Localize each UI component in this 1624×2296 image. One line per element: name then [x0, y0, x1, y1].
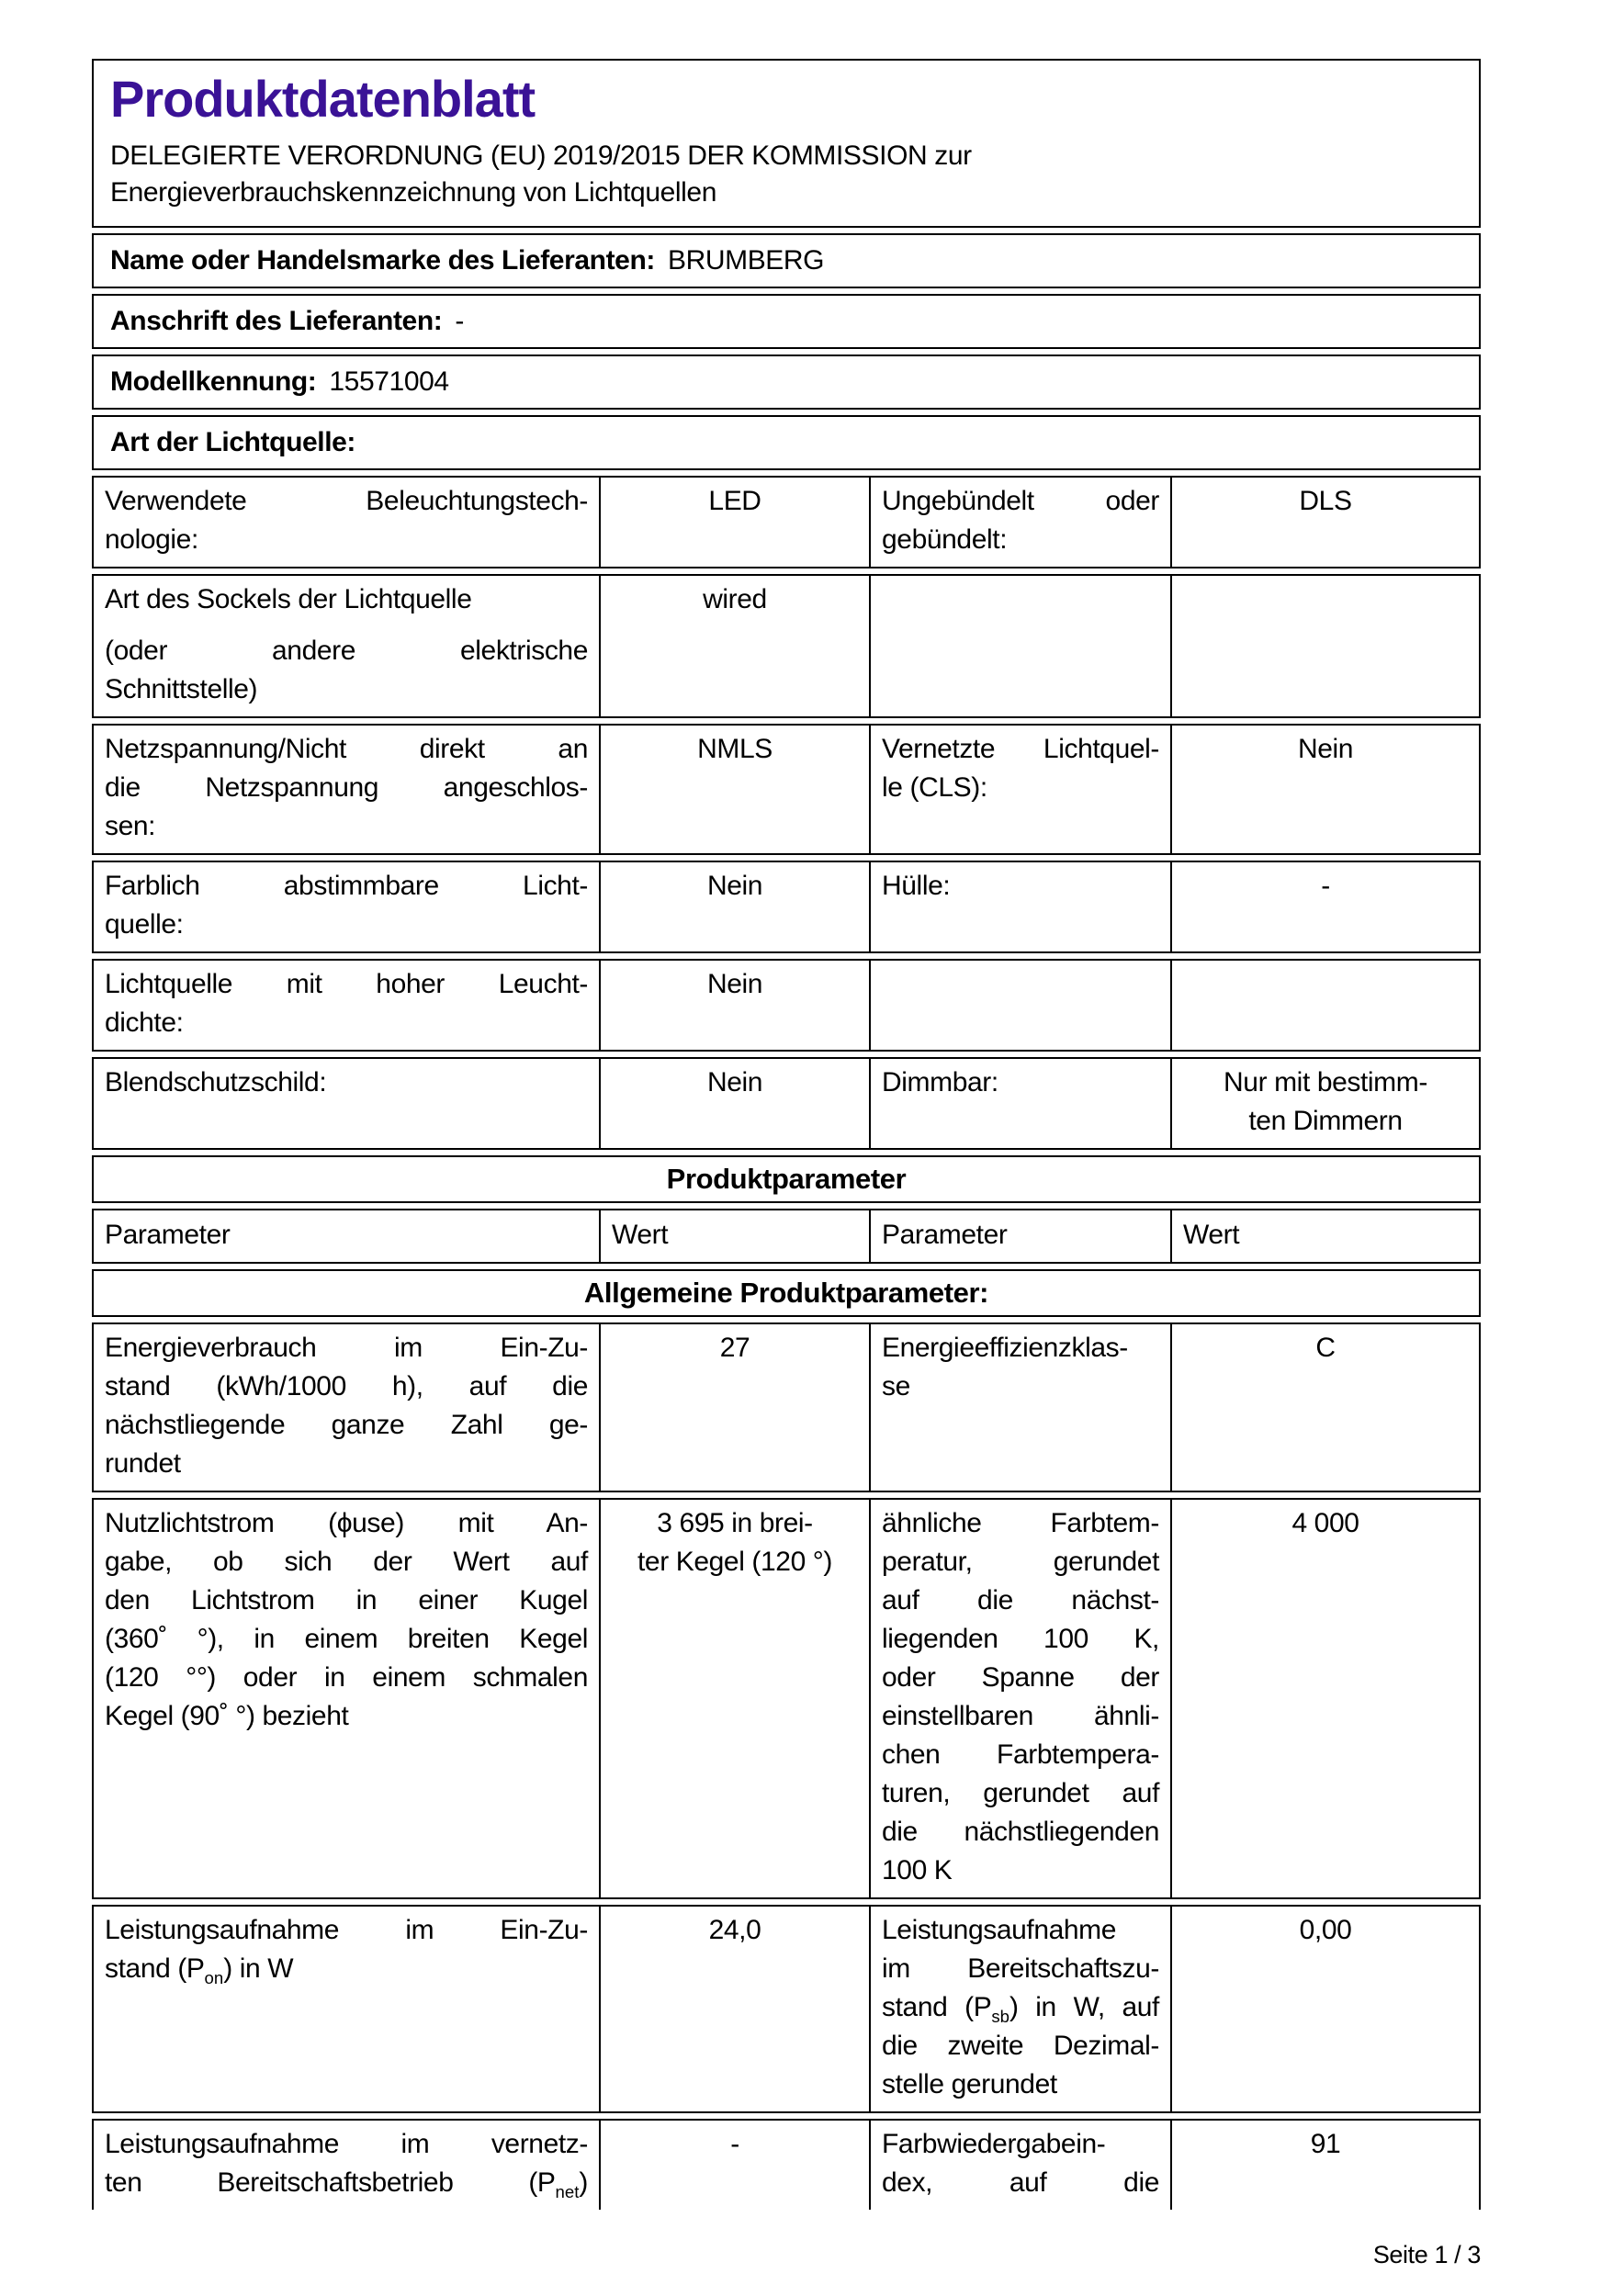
table-row-networked-standby — [92, 2119, 1481, 2210]
cell-high-luminance-empty1 — [869, 961, 1170, 1050]
cell-socket-value: wired — [599, 576, 869, 716]
column-header-wert-2: Wert — [1170, 1210, 1479, 1262]
table-row-socket — [92, 574, 1481, 718]
supplier-name-value: BRUMBERG — [667, 245, 825, 276]
supplier-address-value: - — [455, 306, 464, 336]
cell-cri-label: Farbwiedergabein- dex, auf die — [869, 2121, 1170, 2210]
cell-socket-label-line1: Art des Sockels der Lichtquelle — [105, 584, 472, 614]
cell-envelope-label: Hülle: — [869, 862, 1170, 951]
product-parameters-header: Produktparameter — [92, 1155, 1481, 1203]
table-row-colour-tunable — [92, 861, 1481, 953]
cell-mains-value: NMLS — [599, 726, 869, 853]
table-row-on-mode-power — [92, 1905, 1481, 2113]
column-header-parameter-1: Parameter — [105, 1220, 231, 1250]
table-row-anti-glare — [92, 1057, 1481, 1150]
cell-colour-temperature-value: 4 000 — [1170, 1500, 1479, 1897]
cell-energy-consumption-label: Energieverbrauch im Ein-Zu- stand (kWh/1000 h), auf die nächstliegende ganze Zahl ge- rundet — [105, 1333, 588, 1479]
cell-energy-consumption-value: 27 — [599, 1324, 869, 1491]
table-row-energy-consumption — [92, 1322, 1481, 1492]
cell-standby-power-value: 0,00 — [1170, 1907, 1479, 2111]
cell-on-mode-power-label: Leistungsaufnahme im Ein-Zu- stand $(P_{on})$ in W — [105, 1915, 588, 1987]
cell-cri-value: 91 — [1170, 2121, 1479, 2210]
cell-on-mode-power-value: 24,0 — [599, 1907, 869, 2111]
cell-useful-flux-value: 3 695 in brei- ter Kegel (120 °) — [599, 1500, 869, 1897]
cell-colour-tunable-label: Farblich abstimmbare Licht- quelle: — [105, 871, 588, 940]
supplier-address-row — [92, 294, 1481, 349]
table-row-useful-flux — [92, 1498, 1481, 1899]
model-id-row — [92, 355, 1481, 410]
cell-standby-power-label: Leistungsaufnahme im Bereitschaftszu- stand $(P_{sb})$ in W, auf die zweite Dezimal- stelle gerundet — [869, 1907, 1170, 2111]
cell-useful-flux-label: Nutzlichtstrom (ϕuse) mit An- gabe, ob sich der Wert auf den Lichtstrom in einer Kugel (360˚ °), in einem breiten Kegel (120 °°) oder in einem schmalen Kegel (90˚ °) bezieht — [105, 1508, 588, 1731]
cell-high-luminance-value: Nein — [599, 961, 869, 1050]
page-title: Produktdatenblatt — [110, 70, 536, 128]
supplier-address-label: Anschrift des Lieferanten: — [110, 306, 443, 336]
cell-efficiency-class-label: Energieeffizienzklas- se — [869, 1324, 1170, 1491]
cell-networked-standby-label: Leistungsaufnahme im vernetz- ten Bereitschaftsbetrieb $(P_{net})$ — [105, 2129, 588, 2201]
table-row-technology — [92, 476, 1481, 568]
general-parameters-header: Allgemeine Produktparameter: — [92, 1269, 1481, 1317]
supplier-name-label: Name oder Handelsmarke des Lieferanten: — [110, 245, 655, 276]
cell-directed-label: Ungebündelt oder gebündelt: — [869, 478, 1170, 567]
cell-technology-value: LED — [599, 478, 869, 567]
cell-socket-label — [94, 576, 599, 716]
cell-high-luminance-label: Lichtquelle mit hoher Leucht- dichte: — [105, 969, 588, 1038]
cell-colour-tunable-value: Nein — [599, 862, 869, 951]
cell-socket-label-line2: (oder andere elektrische Schnittstelle) — [105, 636, 588, 704]
page-number: Seite 1 / 3 — [1372, 2241, 1481, 2268]
column-header-row — [92, 1209, 1481, 1264]
cell-cls-value: Nein — [1170, 726, 1479, 853]
cell-mains-label: Netzspannung/Nicht direkt an die Netzspannung angeschlos- sen: — [105, 734, 588, 841]
column-header-wert-1: Wert — [599, 1210, 869, 1262]
cell-technology-label: Verwendete Beleuchtungstech- nologie: — [105, 486, 588, 555]
cell-directed-value: DLS — [1170, 478, 1479, 567]
table-row-mains — [92, 724, 1481, 855]
column-header-parameter-2: Parameter — [869, 1210, 1170, 1262]
cell-anti-glare-label: Blendschutzschild: — [105, 1067, 327, 1097]
cell-anti-glare-value: Nein — [599, 1059, 869, 1148]
cell-efficiency-class-value: C — [1170, 1324, 1479, 1491]
light-source-type-heading-row — [92, 415, 1481, 470]
supplier-name-row — [92, 233, 1481, 288]
title-block — [92, 59, 1481, 228]
page-subtitle: DELEGIERTE VERORDNUNG (EU) 2019/2015 DER KOMMISSION zur Energieverbrauchskennzeichnung von Lichtquellen — [110, 141, 972, 208]
cell-dimmable-value: Nur mit bestimm- ten Dimmern — [1170, 1059, 1479, 1148]
cell-high-luminance-empty2 — [1170, 961, 1479, 1050]
cell-colour-temperature-label: ähnliche Farbtem- peratur, gerundet auf die nächst- liegenden 100 K, oder Spanne der einstellbaren ähnli- chen Farbtempera- turen, gerundet auf die nächstliegenden 100 K — [869, 1500, 1170, 1897]
cell-dimmable-label: Dimmbar: — [869, 1059, 1170, 1148]
cell-socket-empty1 — [869, 576, 1170, 716]
cell-cls-label: Vernetzte Lichtquel- le (CLS): — [869, 726, 1170, 853]
cell-networked-standby-value: - — [599, 2121, 869, 2210]
model-id-value: 15571004 — [329, 366, 449, 397]
cell-socket-empty2 — [1170, 576, 1479, 716]
table-row-high-luminance — [92, 959, 1481, 1052]
light-source-type-heading: Art der Lichtquelle: — [110, 427, 356, 457]
model-id-label: Modellkennung: — [110, 366, 317, 397]
cell-envelope-value: - — [1170, 862, 1479, 951]
datasheet-content — [92, 59, 1481, 2268]
